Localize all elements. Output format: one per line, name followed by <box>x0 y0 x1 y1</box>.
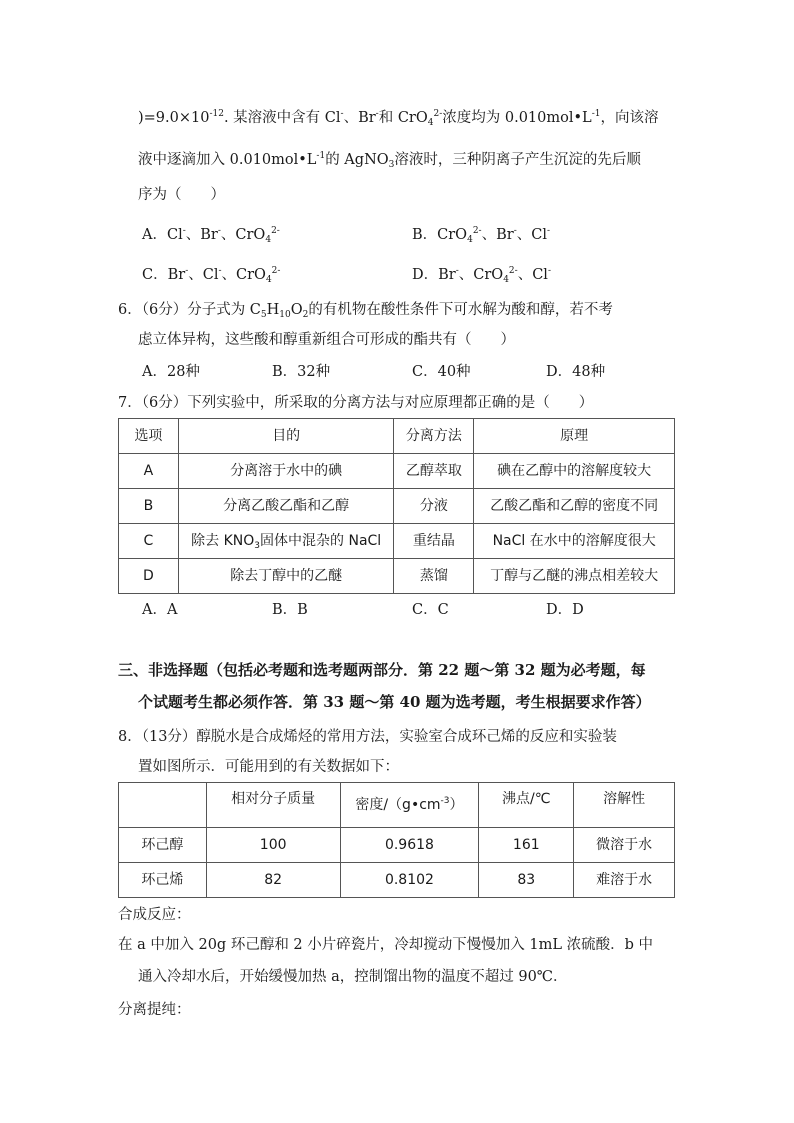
table-cell: 微溶于水 <box>574 828 675 863</box>
table-cell: 分离溶于水中的碘 <box>178 454 394 489</box>
table-cell: C <box>119 524 179 559</box>
table-row <box>119 524 675 559</box>
q6-option-d: D．48种 <box>546 364 606 380</box>
q7-option-d: D．D <box>546 602 584 618</box>
q5-option-a: A．Cl-、Br-、CrO$_4^{2-}$ <box>142 226 280 245</box>
table-cell: 0.8102 <box>340 863 479 898</box>
table-cell: 100 <box>206 828 340 863</box>
q5-option-c: C．Br-、Cl-、CrO$_4^{2-}$ <box>142 266 281 285</box>
q5-line-3: 序为（ ） <box>138 187 225 203</box>
table-cell: 环己烯 <box>119 863 207 898</box>
q8-synthesis-line-1: 在 a 中加入 20g 环己醇和 2 小片碎瓷片，冷却搅动下慢慢加入 1mL 浓硫酸．b 中 <box>118 937 653 953</box>
q8-line-2: 置如图所示．可能用到的有关数据如下： <box>138 759 399 775</box>
table-row <box>119 454 675 489</box>
q8-synthesis-line-2: 通入冷却水后，开始缓慢加热 a，控制馏出物的温度不超过 90℃． <box>138 969 568 985</box>
table-cell: B <box>119 489 179 524</box>
table-header-cell: 相对分子质量 <box>206 783 340 828</box>
table-row <box>119 863 675 898</box>
table-cell: NaCl 在水中的溶解度很大 <box>474 524 675 559</box>
table-cell: 分液 <box>394 489 474 524</box>
table-header-row <box>119 783 675 828</box>
q7-option-b: B．B <box>272 602 308 618</box>
table-cell: 丁醇与乙醚的沸点相差较大 <box>474 559 675 594</box>
q8-data-table <box>118 782 675 898</box>
q6-option-b: B．32种 <box>272 364 331 380</box>
table-header-cell <box>119 783 207 828</box>
table-header-cell: 沸点/℃ <box>479 783 574 828</box>
table-cell: 除去 $KNO_3$固体中混杂的 NaCl <box>178 524 394 559</box>
q5-line-2: 液中逐滴加入 $0.010mol•L^{-1}$的 AgNO$_3$溶液时，三种阴离子产生沉淀的先后顺 <box>138 151 641 170</box>
q7-option-a: A．A <box>142 602 178 618</box>
q8-synthesis-title: 合成反应： <box>118 907 191 923</box>
q7-option-c: C．C <box>412 602 449 618</box>
section-3-heading-line-1: 三、非选择题（包括必考题和选考题两部分．第 22 题～第 32 题为必考题，每 <box>118 661 646 679</box>
q7-stem: 7．（6分）下列实验中，所采取的分离方法与对应原理都正确的是（ ） <box>118 395 594 411</box>
table-row <box>119 489 675 524</box>
table-cell: A <box>119 454 179 489</box>
table-cell: D <box>119 559 179 594</box>
q5-option-d: D．Br-、CrO$_4^{2-}$、Cl- <box>412 266 551 285</box>
q8-separation-title: 分离提纯： <box>118 1002 191 1018</box>
table-cell: 环己醇 <box>119 828 207 863</box>
table-header-row <box>119 419 675 454</box>
table-cell: 83 <box>479 863 574 898</box>
table-cell: 乙醇萃取 <box>394 454 474 489</box>
table-header-cell: 选项 <box>119 419 179 454</box>
table-header-cell: 原理 <box>474 419 675 454</box>
q6-option-a: A．28种 <box>142 364 200 380</box>
table-cell: 蒸馏 <box>394 559 474 594</box>
table-cell: 82 <box>206 863 340 898</box>
table-cell: 乙酸乙酯和乙醇的密度不同 <box>474 489 675 524</box>
q5-line-1: )$=9.0\times 10^{-12}$. 某溶液中含有 Cl-、Br-和 CrO$_4^{2-}$浓度均为 $0.010mol•L^{-1}$，向该溶 <box>138 109 659 128</box>
table-header-cell: 目的 <box>178 419 394 454</box>
table-header-cell: 分离方法 <box>394 419 474 454</box>
q5-option-b: B．CrO$_4^{2-}$、Br-、Cl- <box>412 226 551 245</box>
table-row <box>119 828 675 863</box>
q8-line-1: 8．（13分）醇脱水是合成烯烃的常用方法，实验室合成环己烯的反应和实验装 <box>118 729 617 745</box>
table-row <box>119 559 675 594</box>
table-cell: 0.9618 <box>340 828 479 863</box>
q6-option-c: C．40种 <box>412 364 471 380</box>
table-cell: 分离乙酸乙酯和乙醇 <box>178 489 394 524</box>
table-cell: 除去丁醇中的乙醚 <box>178 559 394 594</box>
table-header-cell: 密度$/(g•cm^{-3})$ <box>340 783 479 828</box>
table-cell: 重结晶 <box>394 524 474 559</box>
q6-line-1: 6．（6分）分子式为 $C_5H_{10}O_2$的有机物在酸性条件下可水解为酸和醇，若不考 <box>118 302 613 320</box>
q6-line-2: 虑立体异构，这些酸和醇重新组合可形成的酯共有（ ） <box>138 332 515 348</box>
section-3-heading-line-2: 个试题考生都必须作答．第 33 题～第 40 题为选考题，考生根据要求作答） <box>138 693 651 711</box>
table-cell: 161 <box>479 828 574 863</box>
table-cell: 碘在乙醇中的溶解度较大 <box>474 454 675 489</box>
table-cell: 难溶于水 <box>574 863 675 898</box>
q7-table <box>118 418 675 594</box>
table-header-cell: 溶解性 <box>574 783 675 828</box>
